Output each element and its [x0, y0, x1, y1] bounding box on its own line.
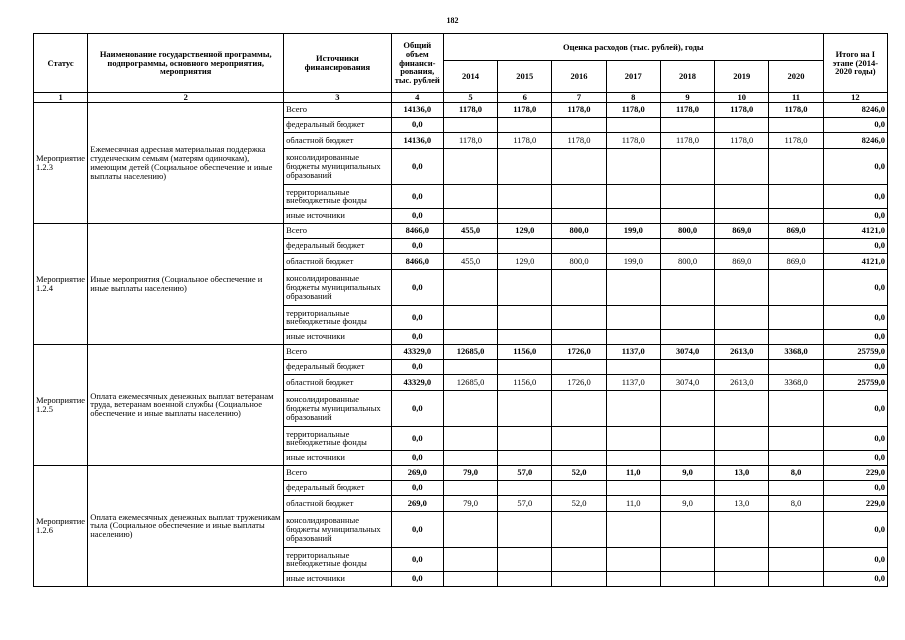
funding-source: территориальные внебюджетные фонды — [284, 184, 391, 208]
year-amount — [769, 571, 823, 586]
year-amount — [443, 269, 497, 305]
year-amount — [443, 329, 497, 344]
year-amount — [606, 184, 660, 208]
stage-total: 25759,0 — [823, 374, 887, 390]
year-amount — [552, 511, 606, 547]
total-volume: 0,0 — [391, 450, 443, 465]
total-volume: 0,0 — [391, 426, 443, 450]
column-index: 9 — [660, 93, 714, 103]
year-amount — [715, 238, 769, 253]
year-amount — [552, 184, 606, 208]
year-amount: 1137,0 — [606, 344, 660, 359]
year-amount — [443, 148, 497, 184]
year-amount — [443, 208, 497, 223]
year-amount — [552, 450, 606, 465]
header-year: 2018 — [660, 61, 714, 93]
measure-status: Мероприятие 1.2.6 — [34, 465, 88, 586]
year-amount: 1178,0 — [552, 132, 606, 148]
year-amount: 12685,0 — [443, 374, 497, 390]
total-volume: 0,0 — [391, 305, 443, 329]
year-amount: 455,0 — [443, 223, 497, 238]
column-index: 7 — [552, 93, 606, 103]
header-sources: Источники финансирования — [284, 34, 391, 93]
total-volume: 43329,0 — [391, 344, 443, 359]
year-amount — [443, 511, 497, 547]
year-amount: 57,0 — [498, 495, 552, 511]
year-amount: 129,0 — [498, 223, 552, 238]
year-amount — [552, 238, 606, 253]
year-amount — [715, 305, 769, 329]
year-amount — [498, 148, 552, 184]
year-amount — [552, 359, 606, 374]
measure-status: Мероприятие 1.2.3 — [34, 102, 88, 223]
funding-source: федеральный бюджет — [284, 238, 391, 253]
total-volume: 0,0 — [391, 359, 443, 374]
column-index: 6 — [498, 93, 552, 103]
year-amount: 1178,0 — [443, 132, 497, 148]
year-amount — [606, 238, 660, 253]
year-amount — [443, 547, 497, 571]
header-year: 2019 — [715, 61, 769, 93]
funding-source: иные источники — [284, 208, 391, 223]
year-amount — [715, 329, 769, 344]
funding-source: консолидированные бюджеты муниципальных образований — [284, 511, 391, 547]
year-amount — [715, 480, 769, 495]
year-amount — [660, 480, 714, 495]
year-amount: 455,0 — [443, 253, 497, 269]
header-year: 2017 — [606, 61, 660, 93]
year-amount — [715, 208, 769, 223]
column-index: 1 — [34, 93, 88, 103]
year-amount: 13,0 — [715, 465, 769, 480]
year-amount: 129,0 — [498, 253, 552, 269]
year-amount — [715, 390, 769, 426]
year-amount — [660, 329, 714, 344]
total-volume: 0,0 — [391, 390, 443, 426]
year-amount: 9,0 — [660, 465, 714, 480]
year-amount: 79,0 — [443, 465, 497, 480]
year-amount: 1178,0 — [498, 132, 552, 148]
table-row — [34, 223, 888, 238]
year-amount — [443, 426, 497, 450]
year-amount: 1178,0 — [606, 132, 660, 148]
year-amount — [498, 450, 552, 465]
year-amount: 1726,0 — [552, 344, 606, 359]
total-volume: 14136,0 — [391, 102, 443, 117]
year-amount — [552, 390, 606, 426]
year-amount — [769, 269, 823, 305]
year-amount: 8,0 — [769, 465, 823, 480]
year-amount — [769, 450, 823, 465]
year-amount — [715, 269, 769, 305]
year-amount: 800,0 — [552, 223, 606, 238]
table-row — [34, 102, 888, 117]
measure-name: Оплата ежемесячных денежных выплат труженикам тыла (Социальное обеспечение и иные выплаты населению) — [88, 465, 284, 586]
total-volume: 0,0 — [391, 269, 443, 305]
year-amount — [769, 480, 823, 495]
total-volume: 0,0 — [391, 117, 443, 132]
year-amount — [606, 511, 660, 547]
header-name: Наименование государственной программы, подпрограммы, основного мероприятия, мероприятия — [88, 34, 284, 93]
year-amount — [715, 184, 769, 208]
year-amount: 11,0 — [606, 465, 660, 480]
year-amount: 1178,0 — [660, 102, 714, 117]
year-amount — [606, 426, 660, 450]
year-amount — [606, 450, 660, 465]
year-amount — [769, 547, 823, 571]
year-amount: 869,0 — [769, 253, 823, 269]
year-amount — [498, 117, 552, 132]
funding-source: Всего — [284, 344, 391, 359]
year-amount — [606, 269, 660, 305]
column-index: 2 — [88, 93, 284, 103]
year-amount — [552, 305, 606, 329]
year-amount — [606, 329, 660, 344]
funding-source: областной бюджет — [284, 253, 391, 269]
column-index: 4 — [391, 93, 443, 103]
year-amount — [660, 148, 714, 184]
stage-total: 0,0 — [823, 547, 887, 571]
stage-total: 0,0 — [823, 148, 887, 184]
year-amount: 1178,0 — [498, 102, 552, 117]
column-index: 11 — [769, 93, 823, 103]
year-amount — [443, 571, 497, 586]
measure-name: Иные мероприятия (Социальное обеспечение и иные выплаты населению) — [88, 223, 284, 344]
funding-source: федеральный бюджет — [284, 359, 391, 374]
year-amount — [443, 450, 497, 465]
header-total: Итого на I этапе (2014-2020 годы) — [823, 34, 887, 93]
year-amount — [443, 480, 497, 495]
year-amount — [606, 571, 660, 586]
stage-total: 0,0 — [823, 571, 887, 586]
funding-source: областной бюджет — [284, 495, 391, 511]
year-amount — [606, 117, 660, 132]
year-amount — [552, 329, 606, 344]
stage-total: 0,0 — [823, 480, 887, 495]
stage-total: 0,0 — [823, 208, 887, 223]
stage-total: 0,0 — [823, 450, 887, 465]
year-amount — [606, 480, 660, 495]
year-amount — [606, 148, 660, 184]
year-amount — [552, 208, 606, 223]
year-amount — [498, 480, 552, 495]
stage-total: 0,0 — [823, 305, 887, 329]
year-amount — [660, 238, 714, 253]
funding-source: территориальные внебюджетные фонды — [284, 305, 391, 329]
year-amount — [769, 305, 823, 329]
year-amount: 1178,0 — [606, 102, 660, 117]
year-amount — [606, 547, 660, 571]
year-amount — [498, 184, 552, 208]
year-amount — [552, 269, 606, 305]
year-amount: 3368,0 — [769, 374, 823, 390]
stage-total: 8246,0 — [823, 132, 887, 148]
total-volume: 0,0 — [391, 511, 443, 547]
year-amount — [552, 571, 606, 586]
funding-source: Всего — [284, 223, 391, 238]
page-number: 182 — [446, 16, 459, 25]
year-amount — [606, 208, 660, 223]
stage-total: 0,0 — [823, 117, 887, 132]
year-amount — [552, 117, 606, 132]
total-volume: 0,0 — [391, 208, 443, 223]
total-volume: 269,0 — [391, 495, 443, 511]
year-amount — [552, 480, 606, 495]
total-volume: 14136,0 — [391, 132, 443, 148]
year-amount: 1178,0 — [552, 102, 606, 117]
total-volume: 8466,0 — [391, 253, 443, 269]
year-amount — [715, 450, 769, 465]
year-amount — [715, 359, 769, 374]
stage-total: 0,0 — [823, 426, 887, 450]
year-amount — [769, 184, 823, 208]
stage-total: 0,0 — [823, 269, 887, 305]
year-amount: 11,0 — [606, 495, 660, 511]
header-volume: Общий объем финанси-рования, тыс. рублей — [391, 34, 443, 93]
year-amount: 869,0 — [715, 253, 769, 269]
year-amount — [660, 117, 714, 132]
year-amount — [552, 148, 606, 184]
year-amount — [660, 426, 714, 450]
stage-total: 0,0 — [823, 511, 887, 547]
header-estimate: Оценка расходов (тыс. рублей), годы — [443, 34, 823, 61]
funding-source: территориальные внебюджетные фонды — [284, 426, 391, 450]
stage-total: 0,0 — [823, 390, 887, 426]
year-amount: 2613,0 — [715, 374, 769, 390]
year-amount — [660, 511, 714, 547]
funding-source: иные источники — [284, 329, 391, 344]
year-amount — [498, 547, 552, 571]
total-volume: 0,0 — [391, 148, 443, 184]
year-amount — [552, 547, 606, 571]
year-amount — [769, 426, 823, 450]
year-amount — [769, 359, 823, 374]
column-index: 12 — [823, 93, 887, 103]
year-amount: 800,0 — [552, 253, 606, 269]
funding-source: Всего — [284, 102, 391, 117]
year-amount: 57,0 — [498, 465, 552, 480]
year-amount: 1156,0 — [498, 344, 552, 359]
header-year: 2015 — [498, 61, 552, 93]
measure-status: Мероприятие 1.2.5 — [34, 344, 88, 465]
year-amount — [715, 511, 769, 547]
year-amount: 199,0 — [606, 253, 660, 269]
column-index: 8 — [606, 93, 660, 103]
year-amount: 12685,0 — [443, 344, 497, 359]
year-amount — [498, 238, 552, 253]
year-amount — [498, 269, 552, 305]
year-amount — [606, 305, 660, 329]
year-amount: 1178,0 — [443, 102, 497, 117]
stage-total: 229,0 — [823, 495, 887, 511]
measure-name: Ежемесячная адресная материальная поддержка студенческим семьям (матерям одиночкам), имеющим детей (Социальное обеспечение и иные выплаты населению) — [88, 102, 284, 223]
header-status: Статус — [34, 34, 88, 93]
year-amount — [715, 117, 769, 132]
year-amount — [769, 390, 823, 426]
table-row — [34, 465, 888, 480]
total-volume: 0,0 — [391, 329, 443, 344]
header-year: 2014 — [443, 61, 497, 93]
stage-total: 25759,0 — [823, 344, 887, 359]
year-amount — [769, 511, 823, 547]
year-amount: 800,0 — [660, 253, 714, 269]
year-amount — [660, 571, 714, 586]
year-amount: 3074,0 — [660, 374, 714, 390]
total-volume: 269,0 — [391, 465, 443, 480]
year-amount — [498, 359, 552, 374]
column-index: 5 — [443, 93, 497, 103]
year-amount — [606, 359, 660, 374]
year-amount: 9,0 — [660, 495, 714, 511]
stage-total: 0,0 — [823, 329, 887, 344]
year-amount — [443, 305, 497, 329]
year-amount — [660, 390, 714, 426]
year-amount — [443, 117, 497, 132]
year-amount: 1726,0 — [552, 374, 606, 390]
year-amount: 8,0 — [769, 495, 823, 511]
stage-total: 4121,0 — [823, 223, 887, 238]
year-amount — [660, 269, 714, 305]
year-amount — [660, 359, 714, 374]
year-amount: 869,0 — [715, 223, 769, 238]
year-amount: 199,0 — [606, 223, 660, 238]
year-amount: 1178,0 — [769, 102, 823, 117]
total-volume: 0,0 — [391, 571, 443, 586]
year-amount — [498, 208, 552, 223]
funding-source: иные источники — [284, 450, 391, 465]
stage-total: 0,0 — [823, 359, 887, 374]
header-year: 2020 — [769, 61, 823, 93]
year-amount: 52,0 — [552, 465, 606, 480]
year-amount: 1178,0 — [715, 102, 769, 117]
total-volume: 0,0 — [391, 238, 443, 253]
year-amount — [498, 426, 552, 450]
year-amount: 1178,0 — [715, 132, 769, 148]
total-volume: 0,0 — [391, 184, 443, 208]
stage-total: 229,0 — [823, 465, 887, 480]
year-amount: 52,0 — [552, 495, 606, 511]
table-row — [34, 344, 888, 359]
year-amount: 1178,0 — [660, 132, 714, 148]
year-amount: 869,0 — [769, 223, 823, 238]
measure-name: Оплата ежемесячных денежных выплат ветеранам труда, ветеранам военной службы (Социальное обеспечение и иные выплаты населению) — [88, 344, 284, 465]
year-amount — [769, 117, 823, 132]
year-amount — [769, 238, 823, 253]
year-amount: 3074,0 — [660, 344, 714, 359]
year-amount — [715, 148, 769, 184]
budget-table — [33, 33, 888, 587]
year-amount: 79,0 — [443, 495, 497, 511]
year-amount: 13,0 — [715, 495, 769, 511]
year-amount — [498, 571, 552, 586]
total-volume: 0,0 — [391, 480, 443, 495]
year-amount — [443, 184, 497, 208]
funding-source: областной бюджет — [284, 374, 391, 390]
funding-source: федеральный бюджет — [284, 480, 391, 495]
header-year: 2016 — [552, 61, 606, 93]
year-amount: 2613,0 — [715, 344, 769, 359]
year-amount — [498, 329, 552, 344]
year-amount: 800,0 — [660, 223, 714, 238]
year-amount — [715, 426, 769, 450]
year-amount — [443, 238, 497, 253]
year-amount — [715, 571, 769, 586]
total-volume: 8466,0 — [391, 223, 443, 238]
year-amount: 3368,0 — [769, 344, 823, 359]
year-amount — [715, 547, 769, 571]
year-amount: 1137,0 — [606, 374, 660, 390]
stage-total: 0,0 — [823, 184, 887, 208]
year-amount — [769, 329, 823, 344]
funding-source: федеральный бюджет — [284, 117, 391, 132]
year-amount — [660, 450, 714, 465]
year-amount — [443, 390, 497, 426]
year-amount — [606, 390, 660, 426]
year-amount — [498, 390, 552, 426]
stage-total: 8246,0 — [823, 102, 887, 117]
measure-status: Мероприятие 1.2.4 — [34, 223, 88, 344]
year-amount: 1178,0 — [769, 132, 823, 148]
funding-source: консолидированные бюджеты муниципальных образований — [284, 148, 391, 184]
year-amount — [660, 547, 714, 571]
year-amount — [769, 208, 823, 223]
year-amount — [660, 184, 714, 208]
funding-source: территориальные внебюджетные фонды — [284, 547, 391, 571]
column-index: 10 — [715, 93, 769, 103]
year-amount — [552, 426, 606, 450]
column-index-row — [34, 93, 888, 103]
year-amount — [443, 359, 497, 374]
funding-source: консолидированные бюджеты муниципальных образований — [284, 269, 391, 305]
total-volume: 43329,0 — [391, 374, 443, 390]
funding-source: консолидированные бюджеты муниципальных образований — [284, 390, 391, 426]
year-amount: 1156,0 — [498, 374, 552, 390]
year-amount — [660, 208, 714, 223]
funding-source: областной бюджет — [284, 132, 391, 148]
column-index: 3 — [284, 93, 391, 103]
funding-source: Всего — [284, 465, 391, 480]
year-amount — [660, 305, 714, 329]
funding-source: иные источники — [284, 571, 391, 586]
stage-total: 0,0 — [823, 238, 887, 253]
year-amount — [498, 511, 552, 547]
year-amount — [769, 148, 823, 184]
stage-total: 4121,0 — [823, 253, 887, 269]
year-amount — [498, 305, 552, 329]
total-volume: 0,0 — [391, 547, 443, 571]
